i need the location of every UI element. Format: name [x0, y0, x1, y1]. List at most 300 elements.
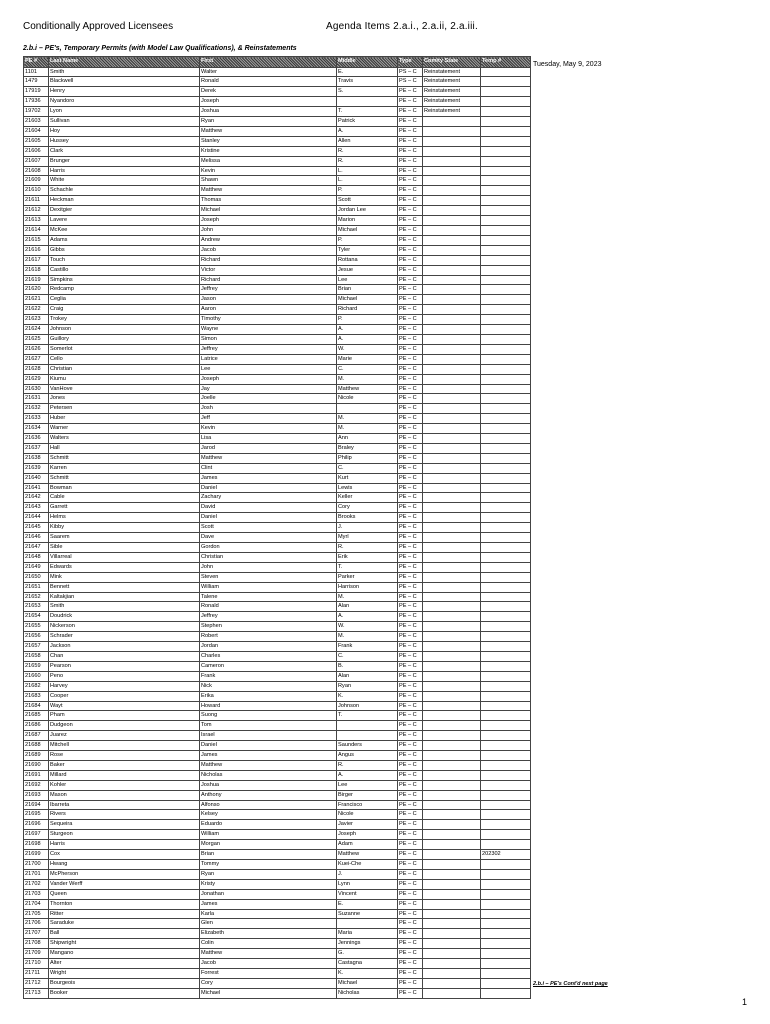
first-name-cell: Cameron: [200, 661, 337, 671]
first-name-cell: Wayne: [200, 325, 337, 335]
temp-number-cell: [481, 860, 531, 870]
pe-number-cell: 21710: [24, 959, 49, 969]
pe-number-cell: 21643: [24, 503, 49, 513]
middle-name-cell: K.: [337, 968, 398, 978]
comity-state-cell: [423, 988, 481, 998]
last-name-cell: Christian: [49, 364, 200, 374]
pe-number-cell: 21656: [24, 632, 49, 642]
pe-number-cell: 21693: [24, 790, 49, 800]
type-cell: PE – C: [398, 196, 423, 206]
comity-state-cell: [423, 483, 481, 493]
type-cell: PE – C: [398, 562, 423, 572]
table-row: [24, 434, 531, 444]
temp-number-cell: [481, 651, 531, 661]
pe-number-cell: 21607: [24, 156, 49, 166]
type-cell: PE – C: [398, 176, 423, 186]
type-cell: PE – C: [398, 661, 423, 671]
type-cell: PE – C: [398, 939, 423, 949]
pe-number-cell: 21657: [24, 642, 49, 652]
comity-state-cell: [423, 176, 481, 186]
table-row: [24, 651, 531, 661]
table-row: [24, 384, 531, 394]
pe-number-cell: 21616: [24, 245, 49, 255]
temp-number-cell: [481, 790, 531, 800]
first-name-cell: Ronald: [200, 602, 337, 612]
temp-number-cell: [481, 206, 531, 216]
type-cell: PE – C: [398, 117, 423, 127]
last-name-cell: Smith: [49, 602, 200, 612]
pe-number-cell: 21626: [24, 344, 49, 354]
type-cell: PE – C: [398, 493, 423, 503]
type-cell: PE – C: [398, 473, 423, 483]
temp-number-cell: [481, 840, 531, 850]
type-cell: PE – C: [398, 632, 423, 642]
type-cell: PE – C: [398, 780, 423, 790]
middle-name-cell: Joseph: [337, 830, 398, 840]
table-row: [24, 305, 531, 315]
table-row: [24, 295, 531, 305]
table-row: [24, 572, 531, 582]
first-name-cell: Jarod: [200, 443, 337, 453]
middle-name-cell: M.: [337, 414, 398, 424]
pe-number-cell: 21629: [24, 374, 49, 384]
table-row: [24, 582, 531, 592]
temp-number-cell: [481, 394, 531, 404]
middle-name-cell: M.: [337, 374, 398, 384]
table-row: [24, 681, 531, 691]
type-cell: PE – C: [398, 889, 423, 899]
pe-number-cell: 21701: [24, 869, 49, 879]
comity-state-cell: [423, 711, 481, 721]
table-row: [24, 751, 531, 761]
comity-state-cell: [423, 453, 481, 463]
last-name-cell: Lavere: [49, 216, 200, 226]
pe-number-cell: 21700: [24, 860, 49, 870]
temp-number-cell: [481, 97, 531, 107]
pe-number-cell: 21610: [24, 186, 49, 196]
first-name-cell: Joseph: [200, 374, 337, 384]
temp-number-cell: [481, 186, 531, 196]
comity-state-cell: [423, 295, 481, 305]
table-row: [24, 107, 531, 117]
temp-number-cell: 202302: [481, 850, 531, 860]
type-cell: PE – C: [398, 681, 423, 691]
middle-name-cell: Brooks: [337, 513, 398, 523]
pe-number-cell: 21618: [24, 265, 49, 275]
pe-number-cell: 21684: [24, 701, 49, 711]
last-name-cell: Bowman: [49, 483, 200, 493]
middle-name-cell: Lee: [337, 780, 398, 790]
middle-name-cell: L.: [337, 166, 398, 176]
table-row: [24, 235, 531, 245]
pe-number-cell: 19702: [24, 107, 49, 117]
last-name-cell: Somerlot: [49, 344, 200, 354]
first-name-cell: James: [200, 899, 337, 909]
type-cell: PE – C: [398, 245, 423, 255]
first-name-cell: Stephen: [200, 622, 337, 632]
last-name-cell: Nickerson: [49, 622, 200, 632]
first-name-cell: Kevin: [200, 424, 337, 434]
table-body: [24, 67, 531, 998]
temp-number-cell: [481, 929, 531, 939]
table-row: [24, 523, 531, 533]
temp-number-cell: [481, 711, 531, 721]
comity-state-cell: [423, 344, 481, 354]
comity-state-cell: [423, 543, 481, 553]
pe-number-cell: 21705: [24, 909, 49, 919]
first-name-cell: Nick: [200, 681, 337, 691]
pe-number-cell: 21692: [24, 780, 49, 790]
pe-number-cell: 21696: [24, 820, 49, 830]
first-name-cell: Derek: [200, 87, 337, 97]
middle-name-cell: E.: [337, 899, 398, 909]
first-name-cell: Kristine: [200, 146, 337, 156]
table-row: [24, 800, 531, 810]
first-name-cell: Jay: [200, 384, 337, 394]
middle-name-cell: W.: [337, 344, 398, 354]
first-name-cell: Frank: [200, 671, 337, 681]
table-row: [24, 612, 531, 622]
type-cell: PS – C: [398, 67, 423, 77]
comity-state-cell: [423, 582, 481, 592]
last-name-cell: Kaltakjian: [49, 592, 200, 602]
comity-state-cell: [423, 503, 481, 513]
type-cell: PE – C: [398, 691, 423, 701]
comity-state-cell: [423, 978, 481, 988]
table-row: [24, 562, 531, 572]
pe-number-cell: 21659: [24, 661, 49, 671]
pe-number-cell: 21641: [24, 483, 49, 493]
middle-name-cell: Adam: [337, 840, 398, 850]
middle-name-cell: A.: [337, 612, 398, 622]
temp-number-cell: [481, 384, 531, 394]
comity-state-cell: [423, 651, 481, 661]
middle-name-cell: W.: [337, 622, 398, 632]
temp-number-cell: [481, 671, 531, 681]
first-name-cell: Josh: [200, 404, 337, 414]
temp-number-cell: [481, 889, 531, 899]
temp-number-cell: [481, 572, 531, 582]
pe-number-cell: 21652: [24, 592, 49, 602]
type-cell: PE – C: [398, 364, 423, 374]
type-cell: PE – C: [398, 790, 423, 800]
comity-state-cell: [423, 285, 481, 295]
temp-number-cell: [481, 949, 531, 959]
licensee-table: [23, 56, 531, 999]
type-cell: PE – C: [398, 87, 423, 97]
first-name-cell: John: [200, 226, 337, 236]
pe-number-cell: 21645: [24, 523, 49, 533]
last-name-cell: Craig: [49, 305, 200, 315]
comity-state-cell: [423, 255, 481, 265]
middle-name-cell: Erik: [337, 552, 398, 562]
table-row: [24, 424, 531, 434]
type-cell: PE – C: [398, 850, 423, 860]
first-name-cell: Elizabeth: [200, 929, 337, 939]
temp-number-cell: [481, 305, 531, 315]
last-name-cell: Juarez: [49, 731, 200, 741]
middle-name-cell: C.: [337, 364, 398, 374]
last-name-cell: Schmitt: [49, 473, 200, 483]
middle-name-cell: Alan: [337, 602, 398, 612]
pe-number-cell: 21627: [24, 354, 49, 364]
comity-state-cell: [423, 731, 481, 741]
middle-name-cell: Lewis: [337, 483, 398, 493]
temp-number-cell: [481, 751, 531, 761]
table-row: [24, 959, 531, 969]
type-cell: PE – C: [398, 443, 423, 453]
temp-number-cell: [481, 988, 531, 998]
middle-name-cell: M.: [337, 632, 398, 642]
comity-state-cell: [423, 354, 481, 364]
type-cell: PE – C: [398, 226, 423, 236]
temp-number-cell: [481, 265, 531, 275]
type-cell: PE – C: [398, 929, 423, 939]
column-header-last-name: Last Name: [49, 57, 200, 68]
table-row: [24, 711, 531, 721]
pe-number-cell: 21694: [24, 800, 49, 810]
first-name-cell: Daniel: [200, 741, 337, 751]
last-name-cell: Saarem: [49, 533, 200, 543]
type-cell: PE – C: [398, 751, 423, 761]
table-row: [24, 939, 531, 949]
first-name-cell: Simon: [200, 334, 337, 344]
comity-state-cell: [423, 899, 481, 909]
first-name-cell: Andrew: [200, 235, 337, 245]
middle-name-cell: A.: [337, 325, 398, 335]
type-cell: PE – C: [398, 968, 423, 978]
comity-state-cell: [423, 364, 481, 374]
middle-name-cell: M.: [337, 424, 398, 434]
first-name-cell: Ryan: [200, 117, 337, 127]
type-cell: PE – C: [398, 107, 423, 117]
comity-state-cell: [423, 513, 481, 523]
comity-state-cell: [423, 424, 481, 434]
first-name-cell: Ryan: [200, 869, 337, 879]
last-name-cell: Karren: [49, 463, 200, 473]
comity-state-cell: [423, 126, 481, 136]
comity-state-cell: [423, 146, 481, 156]
comity-state-cell: [423, 206, 481, 216]
middle-name-cell: Ryan: [337, 681, 398, 691]
pe-number-cell: 21707: [24, 929, 49, 939]
pe-number-cell: 21703: [24, 889, 49, 899]
table-row: [24, 978, 531, 988]
first-name-cell: Nicholas: [200, 770, 337, 780]
temp-number-cell: [481, 642, 531, 652]
type-cell: PE – C: [398, 206, 423, 216]
comity-state-cell: [423, 701, 481, 711]
table-row: [24, 275, 531, 285]
type-cell: PE – C: [398, 978, 423, 988]
middle-name-cell: Michael: [337, 295, 398, 305]
last-name-cell: Huber: [49, 414, 200, 424]
middle-name-cell: P.: [337, 186, 398, 196]
middle-name-cell: Travis: [337, 77, 398, 87]
temp-number-cell: [481, 136, 531, 146]
temp-number-cell: [481, 493, 531, 503]
table-row: [24, 156, 531, 166]
comity-state-cell: [423, 770, 481, 780]
middle-name-cell: Johnson: [337, 701, 398, 711]
last-name-cell: Alter: [49, 959, 200, 969]
middle-name-cell: Maria: [337, 929, 398, 939]
table-row: [24, 206, 531, 216]
last-name-cell: Adams: [49, 235, 200, 245]
last-name-cell: Heckman: [49, 196, 200, 206]
temp-number-cell: [481, 354, 531, 364]
table-row: [24, 830, 531, 840]
pe-number-cell: 21628: [24, 364, 49, 374]
last-name-cell: Clark: [49, 146, 200, 156]
agenda-items-label: Agenda Items 2.a.i., 2.a.ii, 2.a.iii.: [326, 21, 478, 32]
type-cell: PE – C: [398, 285, 423, 295]
first-name-cell: Cory: [200, 978, 337, 988]
first-name-cell: Lee: [200, 364, 337, 374]
first-name-cell: Joseph: [200, 216, 337, 226]
last-name-cell: Petersen: [49, 404, 200, 414]
last-name-cell: Castillo: [49, 265, 200, 275]
type-cell: PE – C: [398, 711, 423, 721]
type-cell: PE – C: [398, 503, 423, 513]
table-row: [24, 265, 531, 275]
column-header-middle: Middle: [337, 57, 398, 68]
table-row: [24, 741, 531, 751]
pe-number-cell: 21623: [24, 315, 49, 325]
comity-state-cell: [423, 929, 481, 939]
temp-number-cell: [481, 77, 531, 87]
last-name-cell: Wright: [49, 968, 200, 978]
first-name-cell: Alfonso: [200, 800, 337, 810]
table-row: [24, 820, 531, 830]
type-cell: PE – C: [398, 523, 423, 533]
last-name-cell: Walters: [49, 434, 200, 444]
first-name-cell: William: [200, 582, 337, 592]
pe-number-cell: 21648: [24, 552, 49, 562]
temp-number-cell: [481, 830, 531, 840]
middle-name-cell: J.: [337, 523, 398, 533]
comity-state-cell: [423, 394, 481, 404]
first-name-cell: Matthew: [200, 949, 337, 959]
comity-state-cell: [423, 780, 481, 790]
pe-number-cell: 17919: [24, 87, 49, 97]
last-name-cell: Schrader: [49, 632, 200, 642]
type-cell: PE – C: [398, 602, 423, 612]
last-name-cell: VanHove: [49, 384, 200, 394]
middle-name-cell: L.: [337, 176, 398, 186]
table-row: [24, 701, 531, 711]
comity-state-cell: [423, 820, 481, 830]
comity-state-cell: [423, 671, 481, 681]
type-cell: PE – C: [398, 126, 423, 136]
last-name-cell: Jackson: [49, 642, 200, 652]
comity-state-cell: [423, 691, 481, 701]
type-cell: PE – C: [398, 830, 423, 840]
comity-state-cell: [423, 305, 481, 315]
last-name-cell: Baker: [49, 760, 200, 770]
middle-name-cell: Castagna: [337, 959, 398, 969]
middle-name-cell: Tyler: [337, 245, 398, 255]
type-cell: PE – C: [398, 275, 423, 285]
type-cell: PE – C: [398, 374, 423, 384]
first-name-cell: Israel: [200, 731, 337, 741]
table-row: [24, 186, 531, 196]
table-row: [24, 721, 531, 731]
first-name-cell: Matthew: [200, 126, 337, 136]
first-name-cell: Charles: [200, 651, 337, 661]
comity-state-cell: [423, 166, 481, 176]
middle-name-cell: K.: [337, 691, 398, 701]
type-cell: PE – C: [398, 810, 423, 820]
table-row: [24, 87, 531, 97]
middle-name-cell: Nicole: [337, 810, 398, 820]
type-cell: PE – C: [398, 136, 423, 146]
last-name-cell: Pham: [49, 711, 200, 721]
middle-name-cell: Patrick: [337, 117, 398, 127]
pe-number-cell: 1479: [24, 77, 49, 87]
comity-state-cell: [423, 968, 481, 978]
middle-name-cell: Javier: [337, 820, 398, 830]
table-row: [24, 671, 531, 681]
comity-state-cell: [423, 869, 481, 879]
temp-number-cell: [481, 424, 531, 434]
table-row: [24, 325, 531, 335]
middle-name-cell: Brian: [337, 285, 398, 295]
temp-number-cell: [481, 721, 531, 731]
pe-number-cell: 21660: [24, 671, 49, 681]
last-name-cell: Ball: [49, 929, 200, 939]
pe-number-cell: 21646: [24, 533, 49, 543]
temp-number-cell: [481, 156, 531, 166]
last-name-cell: Cable: [49, 493, 200, 503]
pe-number-cell: 21651: [24, 582, 49, 592]
first-name-cell: Joelle: [200, 394, 337, 404]
first-name-cell: Shawn: [200, 176, 337, 186]
temp-number-cell: [481, 67, 531, 77]
last-name-cell: Shipwright: [49, 939, 200, 949]
middle-name-cell: C.: [337, 651, 398, 661]
middle-name-cell: T.: [337, 107, 398, 117]
temp-number-cell: [481, 582, 531, 592]
comity-state-cell: Reinstatement: [423, 97, 481, 107]
pe-number-cell: 21637: [24, 443, 49, 453]
pe-number-cell: 21688: [24, 741, 49, 751]
temp-number-cell: [481, 434, 531, 444]
type-cell: PE – C: [398, 265, 423, 275]
last-name-cell: Cox: [49, 850, 200, 860]
last-name-cell: Sequeira: [49, 820, 200, 830]
middle-name-cell: Rottana: [337, 255, 398, 265]
last-name-cell: Vander Werff: [49, 879, 200, 889]
type-cell: PE – C: [398, 622, 423, 632]
table-row: [24, 909, 531, 919]
type-cell: PE – C: [398, 582, 423, 592]
comity-state-cell: [423, 741, 481, 751]
middle-name-cell: Marie: [337, 354, 398, 364]
temp-number-cell: [481, 810, 531, 820]
first-name-cell: Michael: [200, 988, 337, 998]
type-cell: PE – C: [398, 414, 423, 424]
last-name-cell: Dexitgier: [49, 206, 200, 216]
type-cell: PE – C: [398, 959, 423, 969]
middle-name-cell: Jordan Lee: [337, 206, 398, 216]
last-name-cell: Millard: [49, 770, 200, 780]
comity-state-cell: [423, 216, 481, 226]
comity-state-cell: Reinstatement: [423, 67, 481, 77]
pe-number-cell: 21711: [24, 968, 49, 978]
last-name-cell: Edwards: [49, 562, 200, 572]
last-name-cell: Garrett: [49, 503, 200, 513]
